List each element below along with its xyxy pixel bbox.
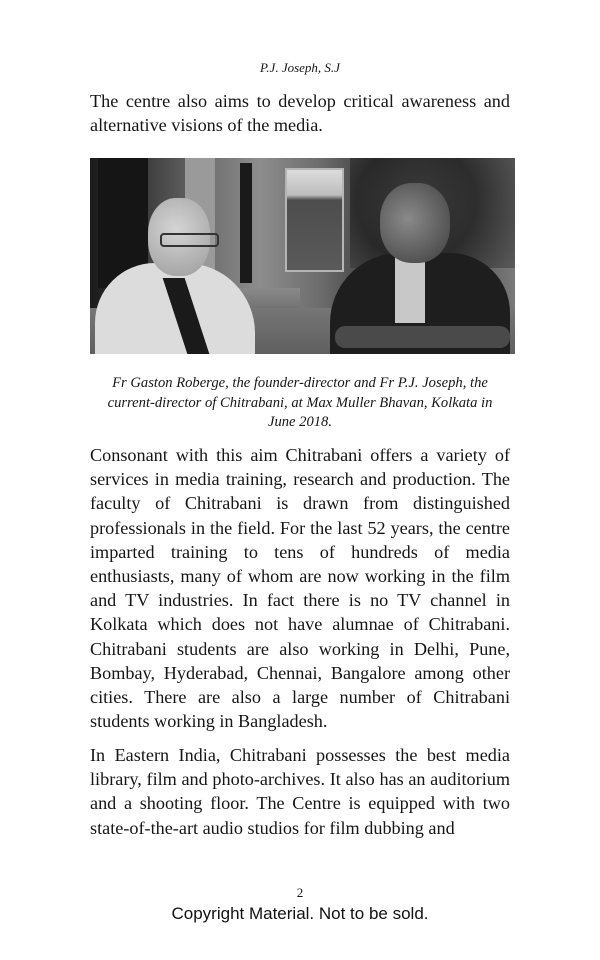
paragraph-facilities: In Eastern India, Chitrabani possesses the best media library, film and photo-archives. It also has an auditorium and a shooting floor. The Centre is equipped with two state-of-the-art audio studios for film dubbing and	[90, 745, 510, 838]
photo-left-man-glasses	[160, 233, 219, 247]
paragraph-intro: The centre also aims to develop critical awareness and alternative visions of the media.	[90, 91, 510, 136]
figure-photo	[90, 158, 515, 354]
photo-right-man-hands	[335, 326, 510, 348]
running-head: P.J. Joseph, S.J	[260, 60, 340, 75]
photo-right-man-head	[380, 183, 450, 263]
figure-caption: Fr Gaston Roberge, the founder-director and Fr P.J. Joseph, the current-director of Chitrabani, at Max Muller Bhavan, Kolkata in June 2018.	[107, 375, 493, 430]
photo-window	[285, 168, 344, 272]
photo-door	[240, 163, 252, 283]
photo-right-man-shirt	[395, 253, 425, 323]
copyright-notice: Copyright Material. Not to be sold.	[171, 904, 429, 923]
page-number: 2	[296, 885, 304, 900]
paragraph-services: Consonant with this aim Chitrabani offers a variety of services in media training, research and production. The faculty of Chitrabani is drawn from distinguished professionals in the field. For the last 52 years, the centre imparted training to tens of hundreds of media enthusiasts, many of whom are now working in the film and TV industries. In fact there is no TV channel in Kolkata which does not have alumnae of Chitrabani. Chitrabani students are also working in Delhi, Pune, Bombay, Hyderabad, Chennai, Bangalore among other cities. There are also a large number of Chitrabani students working in Bangladesh.	[90, 445, 510, 732]
